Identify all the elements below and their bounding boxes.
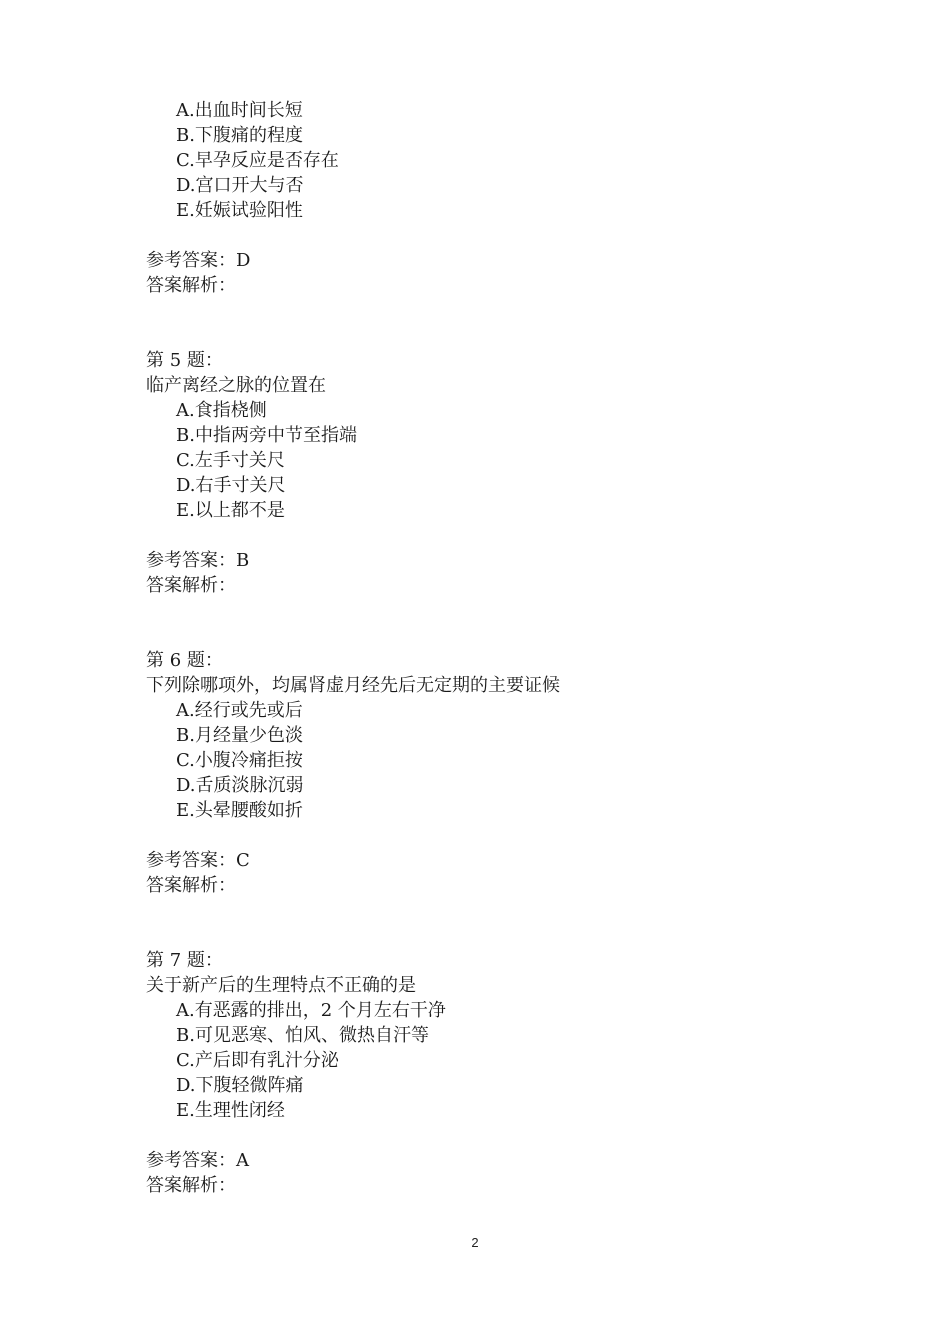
- q6-answer: 参考答案：C: [146, 850, 250, 871]
- q6-number: 第 6 题：: [146, 650, 223, 671]
- question-5-block: [146, 348, 846, 598]
- q7-option-a: A.有恶露的排出，2 个月左右干净: [176, 1000, 446, 1021]
- q4-analysis: 答案解析：: [146, 275, 236, 296]
- q5-option-c: C.左手寸关尺: [176, 450, 285, 471]
- question-4-block: [146, 98, 846, 298]
- q5-stem: 临产离经之脉的位置在: [146, 375, 326, 396]
- q4-option-c: C.早孕反应是否存在: [176, 150, 339, 171]
- q4-answer: 参考答案：D: [146, 250, 251, 271]
- q4-option-d: D.宫口开大与否: [176, 175, 304, 196]
- q7-stem: 关于新产后的生理特点不正确的是: [146, 975, 416, 996]
- q7-number: 第 7 题：: [146, 950, 223, 971]
- q5-number: 第 5 题：: [146, 350, 223, 371]
- q6-stem: 下列除哪项外，均属肾虚月经先后无定期的主要证候: [146, 675, 560, 696]
- page-number: 2: [471, 1235, 479, 1250]
- q7-analysis: 答案解析：: [146, 1175, 236, 1196]
- q4-option-e: E.妊娠试验阳性: [176, 200, 303, 221]
- page-content: [146, 98, 846, 1198]
- q6-option-e: E.头晕腰酸如折: [176, 800, 303, 821]
- question-6-block: [146, 648, 846, 898]
- q6-option-d: D.舌质淡脉沉弱: [176, 775, 304, 796]
- q6-option-c: C.小腹冷痛拒按: [176, 750, 303, 771]
- q6-option-b: B.月经量少色淡: [176, 725, 303, 746]
- q5-option-b: B.中指两旁中节至指端: [176, 425, 357, 446]
- q7-option-b: B.可见恶寒、怕风、微热自汗等: [176, 1025, 429, 1046]
- q4-option-a: A.出血时间长短: [176, 100, 303, 121]
- q7-option-d: D.下腹轻微阵痛: [176, 1075, 304, 1096]
- question-7-block: [146, 948, 846, 1198]
- q4-option-b: B.下腹痛的程度: [176, 125, 303, 146]
- q5-option-d: D.右手寸关尺: [176, 475, 286, 496]
- q7-answer: 参考答案：A: [146, 1150, 249, 1171]
- q7-option-c: C.产后即有乳汁分泌: [176, 1050, 339, 1071]
- q7-option-e: E.生理性闭经: [176, 1100, 285, 1121]
- q5-option-e: E.以上都不是: [176, 500, 285, 521]
- q5-answer: 参考答案：B: [146, 550, 250, 571]
- q6-option-a: A.经行或先或后: [176, 700, 303, 721]
- q5-analysis: 答案解析：: [146, 575, 236, 596]
- q6-analysis: 答案解析：: [146, 875, 236, 896]
- q5-option-a: A.食指桡侧: [176, 400, 267, 421]
